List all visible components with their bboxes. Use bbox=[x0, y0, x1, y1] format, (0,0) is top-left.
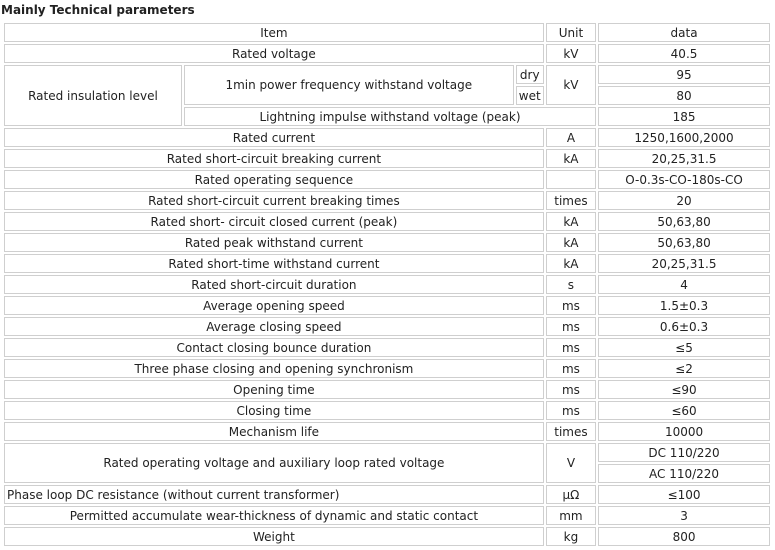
item-cell: Permitted accumulate wear-thickness of dynamic and static contact bbox=[4, 506, 544, 525]
table-row bbox=[4, 506, 770, 525]
item-cell: 1min power frequency withstand voltage bbox=[184, 65, 514, 105]
data-cell: 0.6±0.3 bbox=[598, 317, 770, 336]
table-row bbox=[4, 317, 770, 336]
data-cell: 80 bbox=[598, 86, 770, 105]
table-row bbox=[4, 485, 770, 504]
data-cell: ≤2 bbox=[598, 359, 770, 378]
data-cell: 185 bbox=[598, 107, 770, 126]
item-cell: Rated operating sequence bbox=[4, 170, 544, 189]
unit-cell: times bbox=[546, 422, 596, 441]
table-row bbox=[4, 149, 770, 168]
item-cell: Closing time bbox=[4, 401, 544, 420]
data-cell: 50,63,80 bbox=[598, 212, 770, 231]
table-row bbox=[4, 296, 770, 315]
table-row bbox=[4, 191, 770, 210]
data-cell: O-0.3s-CO-180s-CO bbox=[598, 170, 770, 189]
table-row bbox=[4, 422, 770, 441]
table-row bbox=[4, 254, 770, 273]
table-row bbox=[4, 380, 770, 399]
data-cell: 50,63,80 bbox=[598, 233, 770, 252]
unit-cell: kA bbox=[546, 212, 596, 231]
insulation-label: Rated insulation level bbox=[4, 65, 182, 126]
unit-cell: ms bbox=[546, 359, 596, 378]
unit-cell: times bbox=[546, 191, 596, 210]
condition-cell: wet bbox=[516, 86, 544, 105]
table-row bbox=[4, 443, 770, 462]
item-cell: Average opening speed bbox=[4, 296, 544, 315]
table-row bbox=[4, 128, 770, 147]
item-cell: Opening time bbox=[4, 380, 544, 399]
table-row bbox=[4, 233, 770, 252]
unit-cell: mm bbox=[546, 506, 596, 525]
unit-cell: kg bbox=[546, 527, 596, 546]
item-cell: Weight bbox=[4, 527, 544, 546]
data-cell: ≤5 bbox=[598, 338, 770, 357]
unit-cell: kA bbox=[546, 254, 596, 273]
data-cell: 1.5±0.3 bbox=[598, 296, 770, 315]
header-item: Item bbox=[4, 23, 544, 42]
item-cell: Mechanism life bbox=[4, 422, 544, 441]
unit-cell: kA bbox=[546, 233, 596, 252]
unit-cell: ms bbox=[546, 401, 596, 420]
item-cell: Contact closing bounce duration bbox=[4, 338, 544, 357]
unit-cell: kA bbox=[546, 149, 596, 168]
item-cell: Rated current bbox=[4, 128, 544, 147]
unit-cell: A bbox=[546, 128, 596, 147]
table-row bbox=[4, 338, 770, 357]
data-cell: 10000 bbox=[598, 422, 770, 441]
item-cell: Rated peak withstand current bbox=[4, 233, 544, 252]
data-cell: 4 bbox=[598, 275, 770, 294]
table-row bbox=[4, 65, 770, 84]
item-cell: Rated operating voltage and auxiliary loop rated voltage bbox=[4, 443, 544, 483]
unit-cell: ms bbox=[546, 380, 596, 399]
parameters-table bbox=[2, 21, 772, 548]
data-cell: 1250,1600,2000 bbox=[598, 128, 770, 147]
data-cell: 3 bbox=[598, 506, 770, 525]
data-cell: 20,25,31.5 bbox=[598, 149, 770, 168]
item-cell: Rated short- circuit closed current (peak) bbox=[4, 212, 544, 231]
unit-cell: ms bbox=[546, 338, 596, 357]
table-row bbox=[4, 401, 770, 420]
table-row bbox=[4, 527, 770, 546]
unit-cell: ms bbox=[546, 296, 596, 315]
table-row bbox=[4, 170, 770, 189]
data-cell: 95 bbox=[598, 65, 770, 84]
table-row bbox=[4, 212, 770, 231]
data-cell: ≤100 bbox=[598, 485, 770, 504]
unit-cell: V bbox=[546, 443, 596, 483]
data-cell: AC 110/220 bbox=[598, 464, 770, 483]
table-row bbox=[4, 275, 770, 294]
data-cell: 20,25,31.5 bbox=[598, 254, 770, 273]
item-cell: Rated short-circuit current breaking times bbox=[4, 191, 544, 210]
header-unit: Unit bbox=[546, 23, 596, 42]
item-cell: Rated short-time withstand current bbox=[4, 254, 544, 273]
item-cell: Lightning impulse withstand voltage (peak) bbox=[184, 107, 596, 126]
unit-cell bbox=[546, 170, 596, 189]
item-cell: Three phase closing and opening synchronism bbox=[4, 359, 544, 378]
unit-cell: kV bbox=[546, 44, 596, 63]
data-cell: 800 bbox=[598, 527, 770, 546]
condition-cell: dry bbox=[516, 65, 544, 84]
item-cell: Rated short-circuit breaking current bbox=[4, 149, 544, 168]
unit-cell: μΩ bbox=[546, 485, 596, 504]
data-cell: ≤60 bbox=[598, 401, 770, 420]
unit-cell: s bbox=[546, 275, 596, 294]
data-cell: 20 bbox=[598, 191, 770, 210]
unit-cell: kV bbox=[546, 65, 596, 105]
header-data: data bbox=[598, 23, 770, 42]
data-cell: ≤90 bbox=[598, 380, 770, 399]
item-cell: Rated short-circuit duration bbox=[4, 275, 544, 294]
data-cell: 40.5 bbox=[598, 44, 770, 63]
data-cell: DC 110/220 bbox=[598, 443, 770, 462]
item-cell: Rated voltage bbox=[4, 44, 544, 63]
item-cell: Average closing speed bbox=[4, 317, 544, 336]
table-row bbox=[4, 359, 770, 378]
table-header-row bbox=[4, 23, 770, 42]
item-cell: Phase loop DC resistance (without current transformer) bbox=[4, 485, 544, 504]
table-row bbox=[4, 44, 770, 63]
page-title: Mainly Technical parameters bbox=[1, 3, 195, 17]
unit-cell: ms bbox=[546, 317, 596, 336]
